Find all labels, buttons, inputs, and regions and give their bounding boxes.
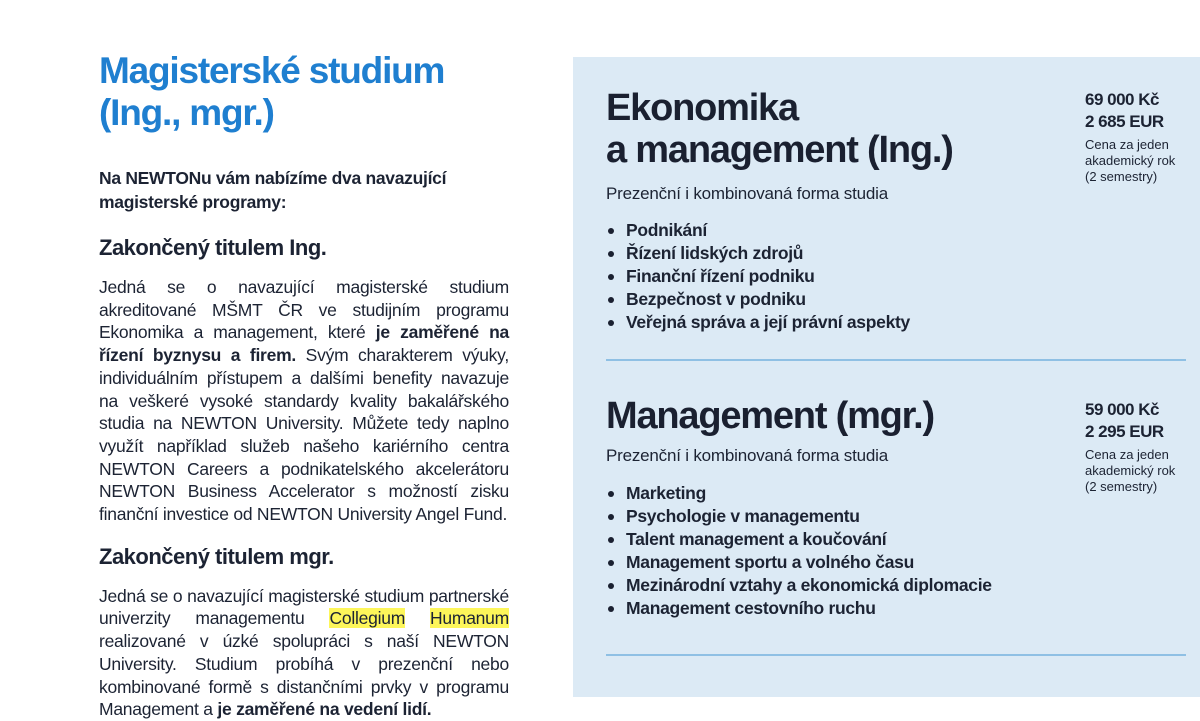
list-item: Finanční řízení podniku [606, 265, 1186, 288]
specialization-list [606, 482, 1186, 620]
list-item: Mezinárodní vztahy a ekonomická diplomacie [606, 574, 1186, 597]
intro-column [99, 50, 509, 721]
list-item: Podnikání [606, 219, 1186, 242]
mgr-paragraph: Jedná se o navazující magisterské studium partnerské univerzity managementu Collegium Humanum realizované v úzké spolupráci s naší NEWTON University. Studium probíhá v prezenční nebo kombinované formě s distančními prvky v programu Management a je zaměřené na vedení lidí. [99, 585, 509, 720]
programs-panel [573, 57, 1200, 697]
list-item: Marketing [606, 482, 1186, 505]
price-eur: 2 295 EUR [1085, 422, 1164, 441]
separator [606, 359, 1186, 361]
highlight-humanum: Humanum [430, 608, 509, 629]
ing-heading: Zakončený titulem Ing. [99, 235, 327, 260]
separator [606, 654, 1186, 656]
price-ekonomika [1085, 89, 1200, 185]
list-item: Management sportu a volného času [606, 551, 1186, 574]
study-form: Prezenční i kombinovaná forma studia [606, 446, 888, 465]
list-item: Řízení lidských zdrojů [606, 242, 1186, 265]
price-eur: 2 685 EUR [1085, 112, 1164, 131]
list-item: Veřejná správa a její právní aspekty [606, 311, 1186, 334]
lead-text: Na NEWTONu vám nabízíme dva navazující magisterské programy: [99, 168, 447, 212]
price-czk: 59 000 Kč [1085, 400, 1159, 419]
price-note: Cena za jeden akademický rok (2 semestry) [1085, 137, 1176, 184]
program-title: Management (mgr.) [606, 395, 934, 437]
page-title: Magisterské studium (Ing., mgr.) [99, 50, 445, 133]
study-form: Prezenční i kombinovaná forma studia [606, 184, 888, 203]
mgr-heading: Zakončený titulem mgr. [99, 543, 334, 569]
highlight-collegium: Collegium [329, 608, 406, 629]
price-note: Cena za jeden akademický rok (2 semestry) [1085, 447, 1176, 494]
list-item: Bezpečnost v podniku [606, 288, 1186, 311]
list-item: Management cestovního ruchu [606, 597, 1186, 620]
list-item: Talent management a koučování [606, 528, 1186, 551]
price-czk: 69 000 Kč [1085, 90, 1159, 109]
specialization-list [606, 219, 1186, 334]
price-management [1085, 399, 1200, 495]
list-item: Psychologie v managementu [606, 505, 1186, 528]
program-title: Ekonomika a management (Ing.) [606, 87, 953, 171]
ing-paragraph: Jedná se o navazující magisterské studium akreditované MŠMT ČR ve studijním programu Ekonomika a management, které je zaměřené na řízení byznysu a firem. Svým charakterem výuky, individuálním přístupem a dalšími benefity navazuje na veškeré vysoké standardy kvality bakalářského studia na NEWTON University. Můžete tedy naplno využít například služeb našeho kariérního centra NEWTON Careers a podnikatelského akcelerátoru NEWTON Business Accelerator s možností zisku finanční investice od NEWTON University Angel Fund. [99, 277, 509, 525]
